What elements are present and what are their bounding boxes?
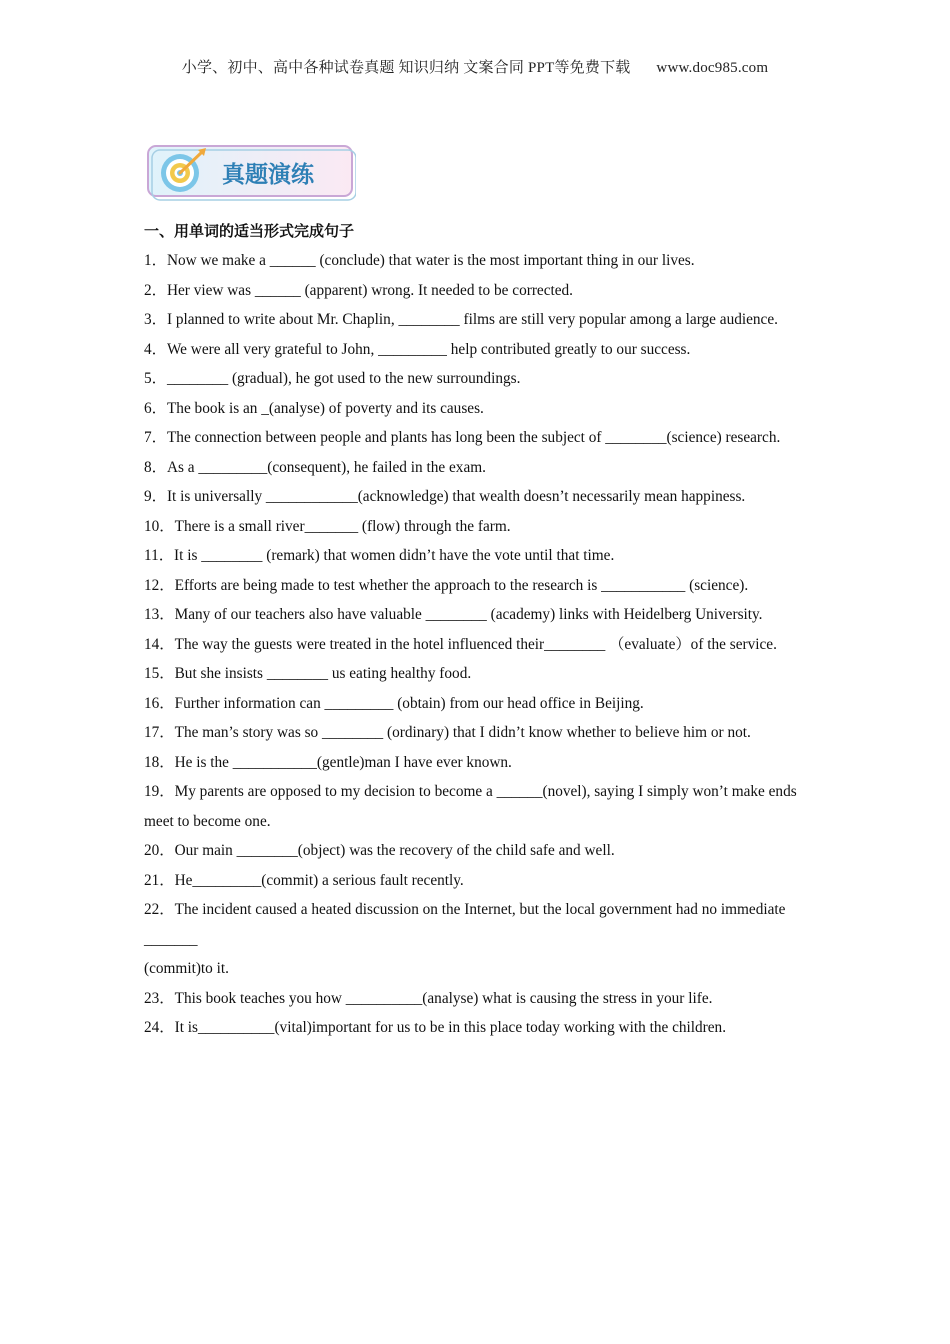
question-16: 16．Further information can _________ (obtain) from our head office in Beijing. xyxy=(144,694,644,712)
question-20: 20．Our main ________(object) was the recovery of the child safe and well. xyxy=(144,842,615,859)
question-11: 11．It is ________ (remark) that women didn’t have the vote until that time. xyxy=(144,547,615,564)
question-7: 7．The connection between people and plants has long been the subject of ________(science) research. xyxy=(144,429,781,446)
page-header xyxy=(0,56,950,77)
header-site-url: www.doc985.com xyxy=(656,60,769,76)
question-21: 21．He_________(commit) a serious fault recently. xyxy=(144,871,464,889)
badge-frame xyxy=(146,144,356,204)
question-8: 8．As a _________(consequent), he failed in the exam. xyxy=(144,458,486,476)
section-badge xyxy=(146,144,356,204)
question-5: 5．________ (gradual), he got used to the new surroundings. xyxy=(144,370,521,387)
question-2: 2．Her view was ______ (apparent) wrong. It needed to be corrected. xyxy=(144,281,573,299)
question-13: 13．Many of our teachers also have valuable ________ (academy) links with Heidelberg University. xyxy=(144,606,763,623)
question-4: 4．We were all very grateful to John, _________ help contributed greatly to our success. xyxy=(144,340,691,358)
question-18: 18．He is the ___________(gentle)man I have ever known. xyxy=(144,753,512,771)
section-title: 一、用单词的适当形式完成句子 xyxy=(144,222,355,240)
question-12: 12．Efforts are being made to test whether the approach to the research is ___________ (science). xyxy=(144,576,749,594)
question-10: 10．There is a small river_______ (flow) through the farm. xyxy=(144,517,511,535)
question-24: 24．It is__________(vital)important for us to be in this place today working with the children. xyxy=(144,1019,727,1036)
question-3: 3．I planned to write about Mr. Chaplin, ________ films are still very popular among a large audience. xyxy=(144,311,778,328)
question-1: 1．Now we make a ______ (conclude) that water is the most important thing in our lives. xyxy=(144,252,695,269)
question-22: 22．The incident caused a heated discussion on the Internet, but the local government had no immediate _______ xyxy=(144,901,786,948)
question-15: 15．But she insists ________ us eating healthy food. xyxy=(144,665,472,682)
question-9: 9．It is universally ____________(acknowledge) that wealth doesn’t necessarily mean happiness. xyxy=(144,488,746,505)
header-tagline: 小学、初中、高中各种试卷真题 知识归纳 文案合同 PPT等免费下载 xyxy=(181,60,631,76)
question-19: 19．My parents are opposed to my decision to become a ______(novel), saying I simply won’t make ends meet to become one. xyxy=(144,783,797,830)
question-23: 23．This book teaches you how __________(analyse) what is causing the stress in your life. xyxy=(144,989,713,1007)
question-6: 6．The book is an _(analyse) of poverty and its causes. xyxy=(144,399,484,417)
question-14: 14．The way the guests were treated in the hotel influenced their________ （evaluate）of the service. xyxy=(144,635,777,653)
question-17: 17．The man’s story was so ________ (ordinary) that I didn’t know whether to believe him or not. xyxy=(144,724,751,741)
question-22-continued: (commit)to it. xyxy=(144,960,229,977)
badge-label: 真题演练 xyxy=(222,162,314,188)
question-list xyxy=(144,246,809,1043)
